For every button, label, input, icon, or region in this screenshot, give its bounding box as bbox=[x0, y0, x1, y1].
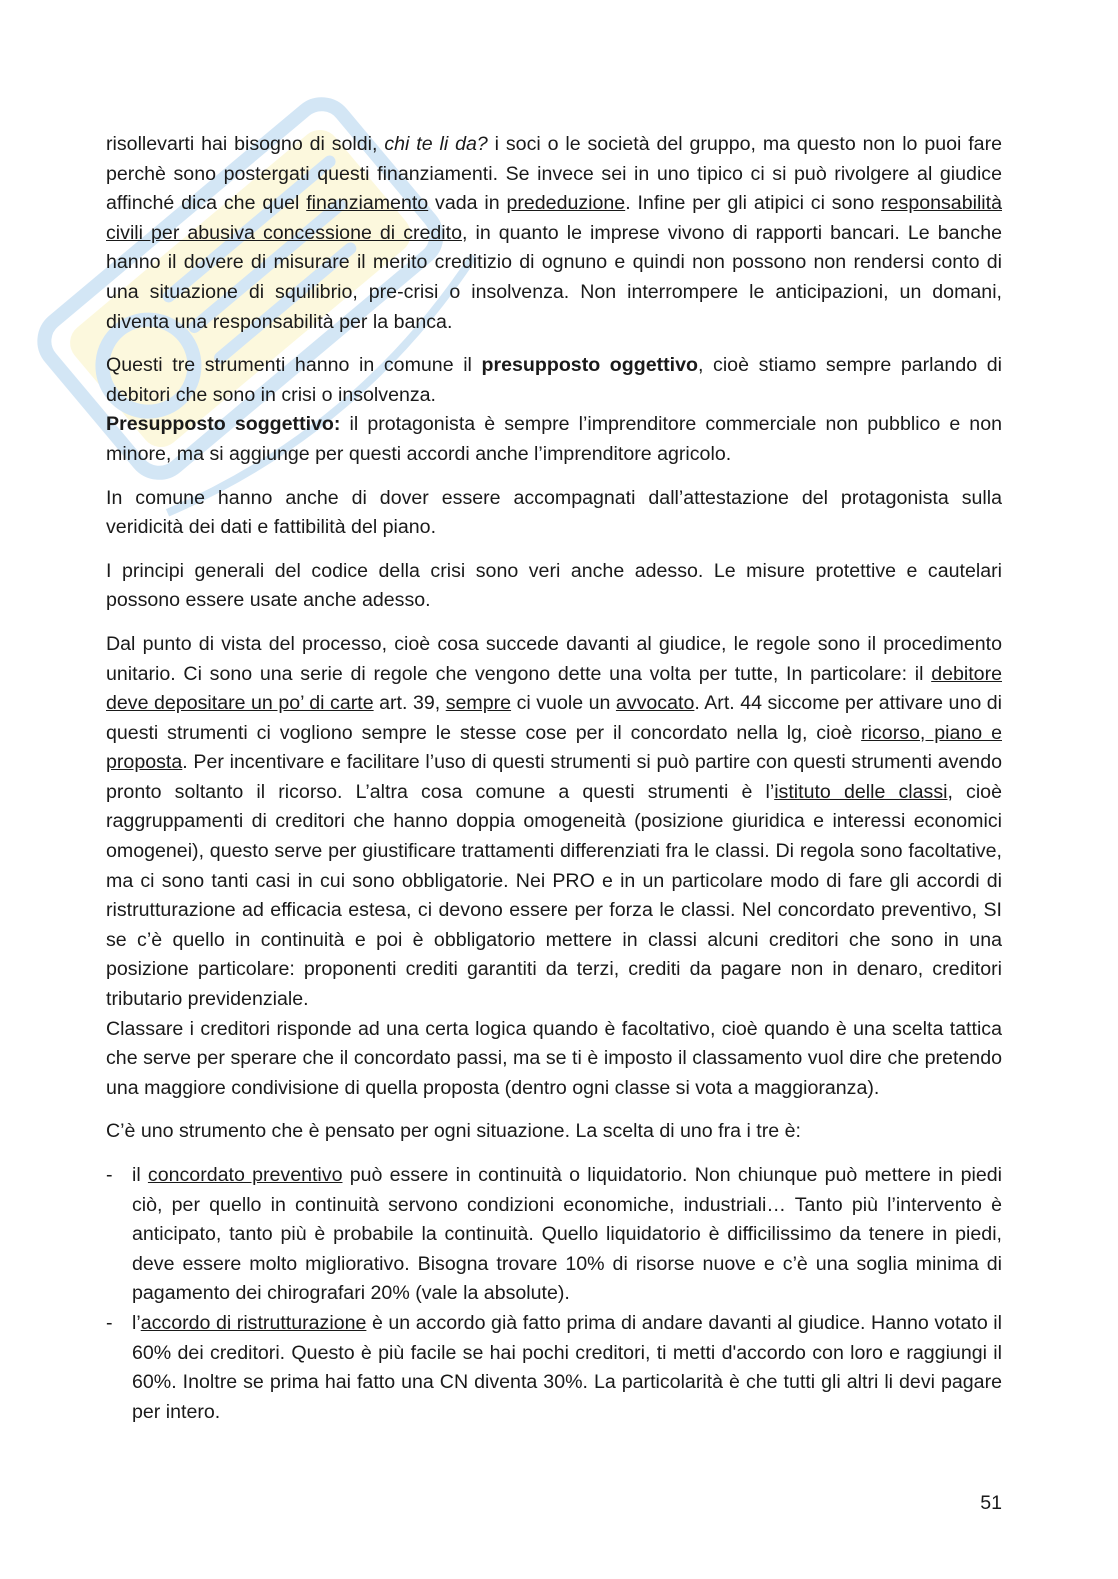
paragraph: C’è uno strumento che è pensato per ogni situazione. La scelta di uno fra i tre è: bbox=[106, 1120, 801, 1143]
dash-list bbox=[106, 1161, 1002, 1427]
list-item: - il concordato preventivo può essere in continuità o liquidatorio. Non chiunque può mettere in piedi ciò, per quello in continuità servono condizioni economiche, industriali… Tanto più l’intervento è anticipato, tanto più è probabile la continuità. Quello liquidatorio è difficilissimo da tenere in piedi, deve essere molto migliorativo. Bisogna trovare 10% di risorse nuove e c’è una soglia minima di pagamento dei chirografari 20% (vale la absolute). bbox=[106, 1161, 1002, 1309]
paragraph: Questi tre strumenti hanno in comune il presupposto oggettivo, cioè stiamo sempre parlando di debitori che sono in crisi o insolvenza. bbox=[106, 354, 1002, 406]
paragraph: risollevarti hai bisogno di soldi, chi te li da? i soci o le società del gruppo, ma questo non lo puoi fare perchè sono postergati questi finanziamenti. Se invece sei in uno tipico ci si può rivolgere al giudice affinché dica che quel finanziamento vada in prededuzione. Infine per gli atipici ci sono responsabilità civili per abusiva concessione di credito, in quanto le imprese vivono di rapporti bancari. Le banche hanno il dovere di misurare il merito creditizio di ognuno e quindi non possono non rendersi conto di una situazione di squilibrio, pre-crisi o insolvenza. Non interrompere le anticipazioni, un domani, diventa una responsabilità per la banca. bbox=[106, 133, 1003, 333]
paragraph: Presupposto soggettivo: il protagonista è sempre l’imprenditore commerciale non pubblico e non minore, ma si aggiunge per questi accordi anche l’imprenditore agricolo. bbox=[106, 413, 1002, 465]
paragraph: Classare i creditori risponde ad una certa logica quando è facoltativo, cioè quando è una scelta tattica che serve per sperare che il concordato passi, ma se ti è imposto il classamento vuol dire che pretendo una maggiore condivisione di quella proposta (dentro ogni classe si vota a maggioranza). bbox=[106, 1017, 1002, 1099]
page-number: 51 bbox=[980, 1492, 1002, 1514]
paragraph: I principi generali del codice della crisi sono veri anche adesso. Le misure protettive e cautelari possono essere usate anche adesso. bbox=[106, 559, 1002, 612]
paragraph: In comune hanno anche di dover essere accompagnati dall’attestazione del protagonista sulla veridicità dei dati e fattibilità del piano. bbox=[106, 486, 1002, 539]
dash-bullet: - bbox=[106, 1164, 113, 1186]
dash-bullet: - bbox=[106, 1311, 113, 1334]
body-text bbox=[106, 130, 1002, 1427]
paragraph: Dal punto di vista del processo, cioè cosa succede davanti al giudice, le regole sono il procedimento unitario. Ci sono una serie di regole che vengono dette una volta per tutte, In particolare: il debitore deve depositare un po’ di carte art. 39, sempre ci vuole un avvocato. Art. 44 siccome per attivare uno di questi strumenti ci vogliono sempre le stesse cose per il concordato nella lg, cioè ricorso, piano e proposta. Per incentivare e facilitare l’uso di questi strumenti si può partire con questi strumenti avendo pronto soltanto il ricorso. L’altra cosa comune a questi strumenti è l’istituto delle classi, cioè raggruppamenti di creditori che hanno doppia omogeneità (posizione giuridica e interessi economici omogenei), questo serve per giustificare trattamenti differenziati fra le classi. Di regola sono facoltative, ma ci sono tanti casi in cui sono obbligatorie. Nei PRO e in un particolare modo di fare gli accordi di ristrutturazione ad efficacia estesa, ci devono essere per forza le classi. Nel concordato preventivo, SI se c’è quello in continuità e poi è obbligatorio mettere in classi alcuni creditori che sono in una posizione particolare: proponenti crediti garantiti da terzi, crediti da pagare non in denaro, creditori tributario previdenziale. bbox=[106, 632, 1002, 1011]
list-item: - l’accordo di ristrutturazione è un accordo già fatto prima di andare davanti al giudice. Hanno votato il 60% dei creditori. Questo è più facile se hai pochi creditori, ti metti d'accordo con loro e raggiungi il 60%. Inoltre se prima hai fatto una CN diventa 30%. La particolarità è che tutti gli altri li devi pagare per intero. bbox=[106, 1309, 1002, 1427]
